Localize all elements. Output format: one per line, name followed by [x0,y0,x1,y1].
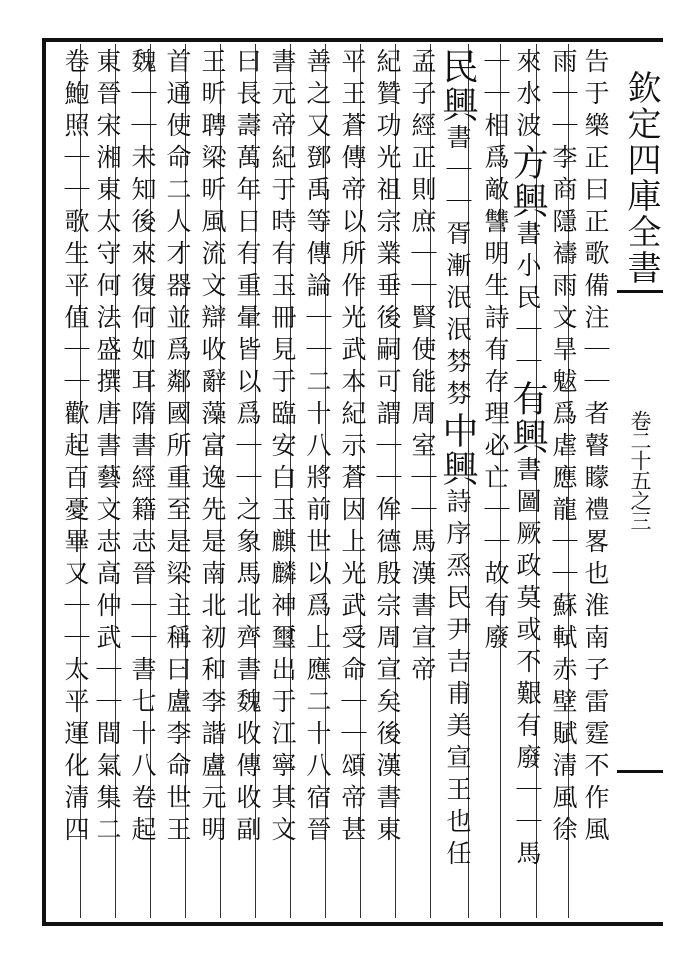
heading-term: 方興 [507,144,548,220]
heading-term: 中興 [437,412,478,488]
text-segment: 書圖厥政莫或不艱有廢｜｜馬 [513,456,542,872]
text-segment: 善之又鄧禹等傳論｜｜二十八將前世以爲上應二十八宿晉 [303,48,332,848]
text-segment: 相爲敵讐 [481,112,510,240]
text-segment: 告于樂正曰正歌備注｜｜者瞽矇禮畧也淮南子雷霆不作風 [581,48,610,848]
text-column [50,48,98,908]
text-segment: 王昕聘梁昕風流文辯收辭藻富逸先是南北初和李諧盧元明 [198,48,227,848]
text-segment: 平王蒼傳帝以所作光武本紀示蒼因上光武受命｜｜頌帝甚 [338,48,367,848]
text-segment: 東晉宋湘東太守何法盛撰唐書藝文志高仲武｜｜間氣集二 [93,48,122,848]
text-segment: 紀贊功光祖宗業垂後嗣可謂｜｜侔德殷宗周宣矣後漢書東 [373,48,402,848]
heading-term: 民興 [437,48,478,124]
text-segment: 雨｜｜李商隱禱雨文旱魃爲虐應龍｜｜蘇軾赤壁賦清風徐 [549,48,578,848]
book-title: 欽定四庫全書 [621,70,661,286]
margin-divider [617,770,663,773]
volume-label: 卷二十五之三 [628,410,652,530]
heading-term: 有興 [507,380,548,456]
text-segment: 詩序烝民尹吉甫美宣王也任 [443,488,472,872]
text-segment: 書小民｜｜ [513,220,542,380]
text-segment: ｜｜ [481,48,510,112]
text-segment: 來水波 [513,48,542,144]
text-segment: 卷鮑照｜｜歌生平值｜｜歡起百憂畢又｜｜太平運化清四 [61,48,90,848]
text-segment: 書｜｜胥漸泯泯棼棼 [443,124,472,412]
text-segment: 賢使能周室｜｜馬漢書宣帝 [408,304,437,688]
text-segment: 魏｜｜未知後來復何如耳隋書經籍志晉｜｜書七十八卷起 [128,48,157,848]
text-segment: 曰長壽萬年日有重暈皆以爲｜｜之象馬北齊書魏收傳收副 [233,48,262,848]
margin-divider [617,290,663,293]
text-segment: 書元帝紀于時有玉冊見于臨安白玉麒麟神璽出于江寧其文 [268,48,297,848]
text-segment: 孟子經正則庶｜｜ [408,48,437,304]
text-segment: 首通使命二人才器並爲鄰國所重至是梁主稱曰盧李命世王 [163,48,192,848]
text-segment: 明生詩有存理必亡｜｜故有廢 [481,240,510,656]
